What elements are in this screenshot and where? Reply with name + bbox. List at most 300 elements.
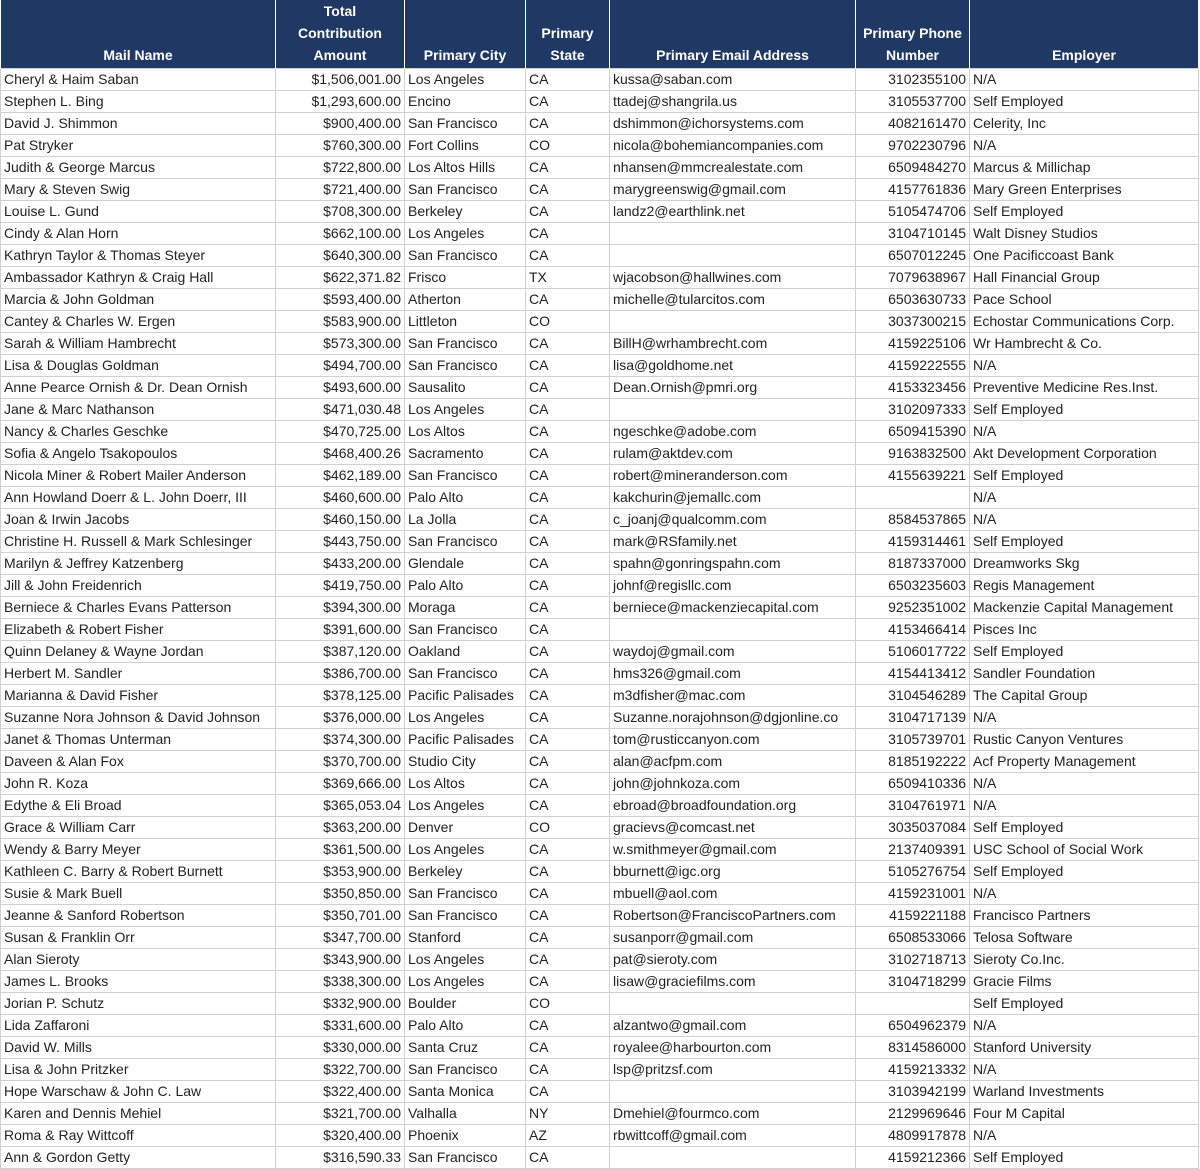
phone-cell[interactable]: 3104546289 [856, 685, 970, 707]
employer-cell[interactable]: Self Employed [970, 465, 1199, 487]
phone-cell[interactable]: 4159222555 [856, 355, 970, 377]
state-cell[interactable]: CA [526, 707, 610, 729]
state-cell[interactable]: NY [526, 1103, 610, 1125]
mail-name-cell[interactable]: Lisa & John Pritzker [1, 1059, 276, 1081]
state-cell[interactable]: CA [526, 465, 610, 487]
employer-cell[interactable]: N/A [970, 795, 1199, 817]
email-cell[interactable]: nhansen@mmcrealestate.com [610, 157, 856, 179]
email-cell[interactable]: m3dfisher@mac.com [610, 685, 856, 707]
state-cell[interactable]: CA [526, 685, 610, 707]
employer-cell[interactable]: Celerity, Inc [970, 113, 1199, 135]
phone-cell[interactable]: 6503235603 [856, 575, 970, 597]
phone-cell[interactable]: 8187337000 [856, 553, 970, 575]
email-cell[interactable]: ttadej@shangrila.us [610, 91, 856, 113]
state-cell[interactable]: CA [526, 773, 610, 795]
phone-cell[interactable]: 4159314461 [856, 531, 970, 553]
employer-cell[interactable]: Walt Disney Studios [970, 223, 1199, 245]
employer-cell[interactable]: N/A [970, 773, 1199, 795]
amount-cell[interactable]: $460,150.00 [276, 509, 405, 531]
email-cell[interactable]: pat@sieroty.com [610, 949, 856, 971]
employer-cell[interactable]: Wr Hambrecht & Co. [970, 333, 1199, 355]
amount-cell[interactable]: $433,200.00 [276, 553, 405, 575]
phone-cell[interactable]: 4157761836 [856, 179, 970, 201]
email-cell[interactable]: robert@mineranderson.com [610, 465, 856, 487]
email-cell[interactable]: dshimmon@ichorsystems.com [610, 113, 856, 135]
amount-cell[interactable]: $443,750.00 [276, 531, 405, 553]
state-cell[interactable]: CA [526, 333, 610, 355]
amount-cell[interactable]: $353,900.00 [276, 861, 405, 883]
phone-cell[interactable]: 3104761971 [856, 795, 970, 817]
city-cell[interactable]: Los Angeles [405, 69, 526, 91]
state-cell[interactable]: CA [526, 91, 610, 113]
city-cell[interactable]: Stanford [405, 927, 526, 949]
city-cell[interactable]: San Francisco [405, 179, 526, 201]
amount-cell[interactable]: $1,506,001.00 [276, 69, 405, 91]
employer-cell[interactable]: Self Employed [970, 91, 1199, 113]
email-cell[interactable]: johnf@regisllc.com [610, 575, 856, 597]
state-cell[interactable]: CA [526, 179, 610, 201]
phone-cell[interactable]: 3105739701 [856, 729, 970, 751]
city-cell[interactable]: Frisco [405, 267, 526, 289]
state-cell[interactable]: CO [526, 311, 610, 333]
employer-cell[interactable]: Self Employed [970, 201, 1199, 223]
email-cell[interactable] [610, 993, 856, 1015]
state-cell[interactable]: CA [526, 113, 610, 135]
employer-cell[interactable]: Self Employed [970, 993, 1199, 1015]
city-cell[interactable]: Fort Collins [405, 135, 526, 157]
mail-name-cell[interactable]: Kathryn Taylor & Thomas Steyer [1, 245, 276, 267]
phone-cell[interactable]: 4155639221 [856, 465, 970, 487]
email-cell[interactable]: BillH@wrhambrecht.com [610, 333, 856, 355]
phone-cell[interactable]: 4159212366 [856, 1147, 970, 1169]
state-cell[interactable]: CO [526, 993, 610, 1015]
email-cell[interactable]: lsp@pritzsf.com [610, 1059, 856, 1081]
phone-cell[interactable]: 3104718299 [856, 971, 970, 993]
phone-cell[interactable]: 6507012245 [856, 245, 970, 267]
email-cell[interactable]: rulam@aktdev.com [610, 443, 856, 465]
amount-cell[interactable]: $365,053.04 [276, 795, 405, 817]
city-cell[interactable]: San Francisco [405, 113, 526, 135]
employer-cell[interactable]: USC School of Social Work [970, 839, 1199, 861]
phone-cell[interactable]: 9163832500 [856, 443, 970, 465]
state-cell[interactable]: CA [526, 905, 610, 927]
phone-cell[interactable]: 6509415390 [856, 421, 970, 443]
amount-cell[interactable]: $721,400.00 [276, 179, 405, 201]
phone-cell[interactable] [856, 487, 970, 509]
mail-name-cell[interactable]: Joan & Irwin Jacobs [1, 509, 276, 531]
phone-cell[interactable]: 3102718713 [856, 949, 970, 971]
state-cell[interactable]: CA [526, 575, 610, 597]
city-cell[interactable]: San Francisco [405, 245, 526, 267]
state-cell[interactable]: CA [526, 1037, 610, 1059]
employer-cell[interactable]: Preventive Medicine Res.Inst. [970, 377, 1199, 399]
mail-name-cell[interactable]: David J. Shimmon [1, 113, 276, 135]
city-cell[interactable]: Encino [405, 91, 526, 113]
city-cell[interactable]: Pacific Palisades [405, 685, 526, 707]
email-cell[interactable] [610, 223, 856, 245]
mail-name-cell[interactable]: Karen and Dennis Mehiel [1, 1103, 276, 1125]
state-cell[interactable]: CA [526, 355, 610, 377]
amount-cell[interactable]: $350,701.00 [276, 905, 405, 927]
mail-name-cell[interactable]: Lida Zaffaroni [1, 1015, 276, 1037]
state-cell[interactable]: CA [526, 531, 610, 553]
phone-cell[interactable]: 7079638967 [856, 267, 970, 289]
amount-cell[interactable]: $760,300.00 [276, 135, 405, 157]
phone-cell[interactable]: 4082161470 [856, 113, 970, 135]
mail-name-cell[interactable]: Susie & Mark Buell [1, 883, 276, 905]
phone-cell[interactable]: 3037300215 [856, 311, 970, 333]
amount-cell[interactable]: $583,900.00 [276, 311, 405, 333]
amount-cell[interactable]: $370,700.00 [276, 751, 405, 773]
phone-cell[interactable]: 4159213332 [856, 1059, 970, 1081]
state-cell[interactable]: CA [526, 1147, 610, 1169]
mail-name-cell[interactable]: Marcia & John Goldman [1, 289, 276, 311]
mail-name-cell[interactable]: David W. Mills [1, 1037, 276, 1059]
phone-cell[interactable]: 6509410336 [856, 773, 970, 795]
amount-cell[interactable]: $386,700.00 [276, 663, 405, 685]
email-cell[interactable] [610, 1081, 856, 1103]
state-cell[interactable]: CA [526, 839, 610, 861]
phone-cell[interactable]: 3103942199 [856, 1081, 970, 1103]
mail-name-cell[interactable]: Anne Pearce Ornish & Dr. Dean Ornish [1, 377, 276, 399]
employer-cell[interactable]: Mackenzie Capital Management [970, 597, 1199, 619]
mail-name-cell[interactable]: Herbert M. Sandler [1, 663, 276, 685]
employer-cell[interactable]: Telosa Software [970, 927, 1199, 949]
city-cell[interactable]: Palo Alto [405, 487, 526, 509]
amount-cell[interactable]: $322,700.00 [276, 1059, 405, 1081]
employer-cell[interactable]: The Capital Group [970, 685, 1199, 707]
amount-cell[interactable]: $322,400.00 [276, 1081, 405, 1103]
email-cell[interactable]: ebroad@broadfoundation.org [610, 795, 856, 817]
email-cell[interactable]: rbwittcoff@gmail.com [610, 1125, 856, 1147]
city-cell[interactable]: San Francisco [405, 619, 526, 641]
employer-cell[interactable]: N/A [970, 69, 1199, 91]
state-cell[interactable]: CA [526, 729, 610, 751]
email-cell[interactable]: marygreenswig@gmail.com [610, 179, 856, 201]
city-cell[interactable]: San Francisco [405, 333, 526, 355]
employer-cell[interactable]: Marcus & Millichap [970, 157, 1199, 179]
employer-cell[interactable]: N/A [970, 707, 1199, 729]
phone-cell[interactable]: 9252351002 [856, 597, 970, 619]
email-cell[interactable]: waydoj@gmail.com [610, 641, 856, 663]
header-primary-city[interactable]: Primary City [405, 0, 526, 69]
employer-cell[interactable]: Francisco Partners [970, 905, 1199, 927]
phone-cell[interactable]: 6503630733 [856, 289, 970, 311]
state-cell[interactable]: CA [526, 377, 610, 399]
email-cell[interactable]: berniece@mackenziecapital.com [610, 597, 856, 619]
phone-cell[interactable]: 2137409391 [856, 839, 970, 861]
mail-name-cell[interactable]: Daveen & Alan Fox [1, 751, 276, 773]
state-cell[interactable]: CA [526, 927, 610, 949]
phone-cell[interactable]: 4159225106 [856, 333, 970, 355]
amount-cell[interactable]: $374,300.00 [276, 729, 405, 751]
city-cell[interactable]: Santa Cruz [405, 1037, 526, 1059]
amount-cell[interactable]: $331,600.00 [276, 1015, 405, 1037]
email-cell[interactable]: Dean.Ornish@pmri.org [610, 377, 856, 399]
email-cell[interactable]: tom@rusticcanyon.com [610, 729, 856, 751]
employer-cell[interactable]: N/A [970, 135, 1199, 157]
mail-name-cell[interactable]: Cheryl & Haim Saban [1, 69, 276, 91]
city-cell[interactable]: Los Angeles [405, 795, 526, 817]
email-cell[interactable]: kussa@saban.com [610, 69, 856, 91]
email-cell[interactable]: michelle@tularcitos.com [610, 289, 856, 311]
state-cell[interactable]: CA [526, 443, 610, 465]
state-cell[interactable]: CA [526, 289, 610, 311]
email-cell[interactable]: Dmehiel@fourmco.com [610, 1103, 856, 1125]
city-cell[interactable]: San Francisco [405, 1059, 526, 1081]
phone-cell[interactable]: 8185192222 [856, 751, 970, 773]
header-employer[interactable]: Employer [970, 0, 1199, 69]
city-cell[interactable]: Sausalito [405, 377, 526, 399]
amount-cell[interactable]: $361,500.00 [276, 839, 405, 861]
phone-cell[interactable]: 4153466414 [856, 619, 970, 641]
mail-name-cell[interactable]: Suzanne Nora Johnson & David Johnson [1, 707, 276, 729]
employer-cell[interactable]: Self Employed [970, 399, 1199, 421]
mail-name-cell[interactable]: Ann & Gordon Getty [1, 1147, 276, 1169]
state-cell[interactable]: CA [526, 861, 610, 883]
employer-cell[interactable]: N/A [970, 1125, 1199, 1147]
city-cell[interactable]: San Francisco [405, 531, 526, 553]
amount-cell[interactable]: $394,300.00 [276, 597, 405, 619]
amount-cell[interactable]: $343,900.00 [276, 949, 405, 971]
mail-name-cell[interactable]: Pat Stryker [1, 135, 276, 157]
employer-cell[interactable]: One Pacificcoast Bank [970, 245, 1199, 267]
mail-name-cell[interactable]: Grace & William Carr [1, 817, 276, 839]
mail-name-cell[interactable]: Sarah & William Hambrecht [1, 333, 276, 355]
phone-cell[interactable]: 3104717139 [856, 707, 970, 729]
mail-name-cell[interactable]: Alan Sieroty [1, 949, 276, 971]
amount-cell[interactable]: $369,666.00 [276, 773, 405, 795]
amount-cell[interactable]: $330,000.00 [276, 1037, 405, 1059]
email-cell[interactable] [610, 245, 856, 267]
email-cell[interactable]: spahn@gonringspahn.com [610, 553, 856, 575]
phone-cell[interactable]: 3102355100 [856, 69, 970, 91]
mail-name-cell[interactable]: Marianna & David Fisher [1, 685, 276, 707]
amount-cell[interactable]: $640,300.00 [276, 245, 405, 267]
state-cell[interactable]: CA [526, 399, 610, 421]
email-cell[interactable]: mbuell@aol.com [610, 883, 856, 905]
amount-cell[interactable]: $708,300.00 [276, 201, 405, 223]
employer-cell[interactable]: N/A [970, 1059, 1199, 1081]
phone-cell[interactable]: 9702230796 [856, 135, 970, 157]
city-cell[interactable]: Valhalla [405, 1103, 526, 1125]
email-cell[interactable]: alan@acfpm.com [610, 751, 856, 773]
amount-cell[interactable]: $321,700.00 [276, 1103, 405, 1125]
city-cell[interactable]: Phoenix [405, 1125, 526, 1147]
employer-cell[interactable]: Hall Financial Group [970, 267, 1199, 289]
email-cell[interactable]: Suzanne.norajohnson@dgjonline.co [610, 707, 856, 729]
amount-cell[interactable]: $387,120.00 [276, 641, 405, 663]
city-cell[interactable]: La Jolla [405, 509, 526, 531]
amount-cell[interactable]: $573,300.00 [276, 333, 405, 355]
employer-cell[interactable]: Akt Development Corporation [970, 443, 1199, 465]
header-primary-phone[interactable]: Primary Phone Number [856, 0, 970, 69]
email-cell[interactable]: c_joanj@qualcomm.com [610, 509, 856, 531]
employer-cell[interactable]: N/A [970, 421, 1199, 443]
city-cell[interactable]: San Francisco [405, 355, 526, 377]
employer-cell[interactable]: Gracie Films [970, 971, 1199, 993]
state-cell[interactable]: CA [526, 795, 610, 817]
state-cell[interactable]: CA [526, 619, 610, 641]
city-cell[interactable]: San Francisco [405, 663, 526, 685]
mail-name-cell[interactable]: Sofia & Angelo Tsakopoulos [1, 443, 276, 465]
phone-cell[interactable]: 4159231001 [856, 883, 970, 905]
mail-name-cell[interactable]: Cindy & Alan Horn [1, 223, 276, 245]
city-cell[interactable]: Glendale [405, 553, 526, 575]
employer-cell[interactable]: Acf Property Management [970, 751, 1199, 773]
header-primary-state[interactable]: Primary State [526, 0, 610, 69]
state-cell[interactable]: CA [526, 971, 610, 993]
mail-name-cell[interactable]: Nicola Miner & Robert Mailer Anderson [1, 465, 276, 487]
city-cell[interactable]: Sacramento [405, 443, 526, 465]
phone-cell[interactable]: 4154413412 [856, 663, 970, 685]
state-cell[interactable]: CA [526, 663, 610, 685]
city-cell[interactable]: Los Angeles [405, 839, 526, 861]
email-cell[interactable]: ngeschke@adobe.com [610, 421, 856, 443]
amount-cell[interactable]: $1,293,600.00 [276, 91, 405, 113]
amount-cell[interactable]: $320,400.00 [276, 1125, 405, 1147]
mail-name-cell[interactable]: Kathleen C. Barry & Robert Burnett [1, 861, 276, 883]
city-cell[interactable]: Berkeley [405, 861, 526, 883]
city-cell[interactable]: Los Altos [405, 421, 526, 443]
city-cell[interactable]: Palo Alto [405, 575, 526, 597]
city-cell[interactable]: Oakland [405, 641, 526, 663]
city-cell[interactable]: Berkeley [405, 201, 526, 223]
employer-cell[interactable]: N/A [970, 883, 1199, 905]
mail-name-cell[interactable]: Nancy & Charles Geschke [1, 421, 276, 443]
city-cell[interactable]: Denver [405, 817, 526, 839]
phone-cell[interactable]: 6504962379 [856, 1015, 970, 1037]
state-cell[interactable]: CA [526, 751, 610, 773]
state-cell[interactable]: CA [526, 487, 610, 509]
amount-cell[interactable]: $470,725.00 [276, 421, 405, 443]
state-cell[interactable]: CA [526, 883, 610, 905]
state-cell[interactable]: CA [526, 1081, 610, 1103]
employer-cell[interactable]: Self Employed [970, 861, 1199, 883]
city-cell[interactable]: San Francisco [405, 905, 526, 927]
amount-cell[interactable]: $462,189.00 [276, 465, 405, 487]
amount-cell[interactable]: $338,300.00 [276, 971, 405, 993]
phone-cell[interactable]: 4159221188 [856, 905, 970, 927]
email-cell[interactable] [610, 1147, 856, 1169]
amount-cell[interactable]: $460,600.00 [276, 487, 405, 509]
state-cell[interactable]: CA [526, 69, 610, 91]
employer-cell[interactable]: Four M Capital [970, 1103, 1199, 1125]
email-cell[interactable]: wjacobson@hallwines.com [610, 267, 856, 289]
state-cell[interactable]: CA [526, 1059, 610, 1081]
mail-name-cell[interactable]: Jorian P. Schutz [1, 993, 276, 1015]
mail-name-cell[interactable]: Lisa & Douglas Goldman [1, 355, 276, 377]
state-cell[interactable]: CA [526, 201, 610, 223]
mail-name-cell[interactable]: Edythe & Eli Broad [1, 795, 276, 817]
email-cell[interactable]: lisa@goldhome.net [610, 355, 856, 377]
city-cell[interactable]: Santa Monica [405, 1081, 526, 1103]
mail-name-cell[interactable]: James L. Brooks [1, 971, 276, 993]
email-cell[interactable] [610, 619, 856, 641]
email-cell[interactable]: hms326@gmail.com [610, 663, 856, 685]
employer-cell[interactable]: Sandler Foundation [970, 663, 1199, 685]
amount-cell[interactable]: $347,700.00 [276, 927, 405, 949]
amount-cell[interactable]: $376,000.00 [276, 707, 405, 729]
header-primary-email[interactable]: Primary Email Address [610, 0, 856, 69]
mail-name-cell[interactable]: Roma & Ray Wittcoff [1, 1125, 276, 1147]
email-cell[interactable]: susanporr@gmail.com [610, 927, 856, 949]
state-cell[interactable]: AZ [526, 1125, 610, 1147]
state-cell[interactable]: CA [526, 509, 610, 531]
employer-cell[interactable]: N/A [970, 355, 1199, 377]
email-cell[interactable]: kakchurin@jemallc.com [610, 487, 856, 509]
email-cell[interactable]: john@johnkoza.com [610, 773, 856, 795]
employer-cell[interactable]: Self Employed [970, 817, 1199, 839]
city-cell[interactable]: Los Angeles [405, 223, 526, 245]
email-cell[interactable]: lisaw@graciefilms.com [610, 971, 856, 993]
city-cell[interactable]: Los Angeles [405, 399, 526, 421]
state-cell[interactable]: CA [526, 223, 610, 245]
city-cell[interactable]: Los Angeles [405, 949, 526, 971]
employer-cell[interactable]: Echostar Communications Corp. [970, 311, 1199, 333]
email-cell[interactable]: bburnett@igc.org [610, 861, 856, 883]
city-cell[interactable]: Boulder [405, 993, 526, 1015]
amount-cell[interactable]: $350,850.00 [276, 883, 405, 905]
city-cell[interactable]: Moraga [405, 597, 526, 619]
phone-cell[interactable]: 3035037084 [856, 817, 970, 839]
state-cell[interactable]: CO [526, 817, 610, 839]
employer-cell[interactable]: Warland Investments [970, 1081, 1199, 1103]
employer-cell[interactable]: Rustic Canyon Ventures [970, 729, 1199, 751]
header-mail-name[interactable]: Mail Name [1, 0, 276, 69]
city-cell[interactable]: San Francisco [405, 465, 526, 487]
amount-cell[interactable]: $662,100.00 [276, 223, 405, 245]
state-cell[interactable]: CA [526, 641, 610, 663]
employer-cell[interactable]: Self Employed [970, 1147, 1199, 1169]
amount-cell[interactable]: $419,750.00 [276, 575, 405, 597]
state-cell[interactable]: CO [526, 135, 610, 157]
state-cell[interactable]: CA [526, 421, 610, 443]
mail-name-cell[interactable]: Elizabeth & Robert Fisher [1, 619, 276, 641]
amount-cell[interactable]: $494,700.00 [276, 355, 405, 377]
state-cell[interactable]: CA [526, 597, 610, 619]
amount-cell[interactable]: $332,900.00 [276, 993, 405, 1015]
phone-cell[interactable]: 6509484270 [856, 157, 970, 179]
phone-cell[interactable]: 3102097333 [856, 399, 970, 421]
city-cell[interactable]: Studio City [405, 751, 526, 773]
mail-name-cell[interactable]: Marilyn & Jeffrey Katzenberg [1, 553, 276, 575]
mail-name-cell[interactable]: Ann Howland Doerr & L. John Doerr, III [1, 487, 276, 509]
amount-cell[interactable]: $593,400.00 [276, 289, 405, 311]
state-cell[interactable]: CA [526, 949, 610, 971]
amount-cell[interactable]: $468,400.26 [276, 443, 405, 465]
employer-cell[interactable]: Sieroty Co.Inc. [970, 949, 1199, 971]
amount-cell[interactable]: $316,590.33 [276, 1147, 405, 1169]
state-cell[interactable]: CA [526, 1015, 610, 1037]
mail-name-cell[interactable]: Quinn Delaney & Wayne Jordan [1, 641, 276, 663]
mail-name-cell[interactable]: Jill & John Freidenrich [1, 575, 276, 597]
amount-cell[interactable]: $900,400.00 [276, 113, 405, 135]
employer-cell[interactable]: N/A [970, 509, 1199, 531]
employer-cell[interactable]: N/A [970, 1015, 1199, 1037]
state-cell[interactable]: TX [526, 267, 610, 289]
employer-cell[interactable]: Mary Green Enterprises [970, 179, 1199, 201]
mail-name-cell[interactable]: Jeanne & Sanford Robertson [1, 905, 276, 927]
mail-name-cell[interactable]: Janet & Thomas Unterman [1, 729, 276, 751]
phone-cell[interactable]: 4809917878 [856, 1125, 970, 1147]
phone-cell[interactable]: 6508533066 [856, 927, 970, 949]
email-cell[interactable]: mark@RSfamily.net [610, 531, 856, 553]
amount-cell[interactable]: $378,125.00 [276, 685, 405, 707]
amount-cell[interactable]: $622,371.82 [276, 267, 405, 289]
mail-name-cell[interactable]: John R. Koza [1, 773, 276, 795]
phone-cell[interactable]: 5106017722 [856, 641, 970, 663]
